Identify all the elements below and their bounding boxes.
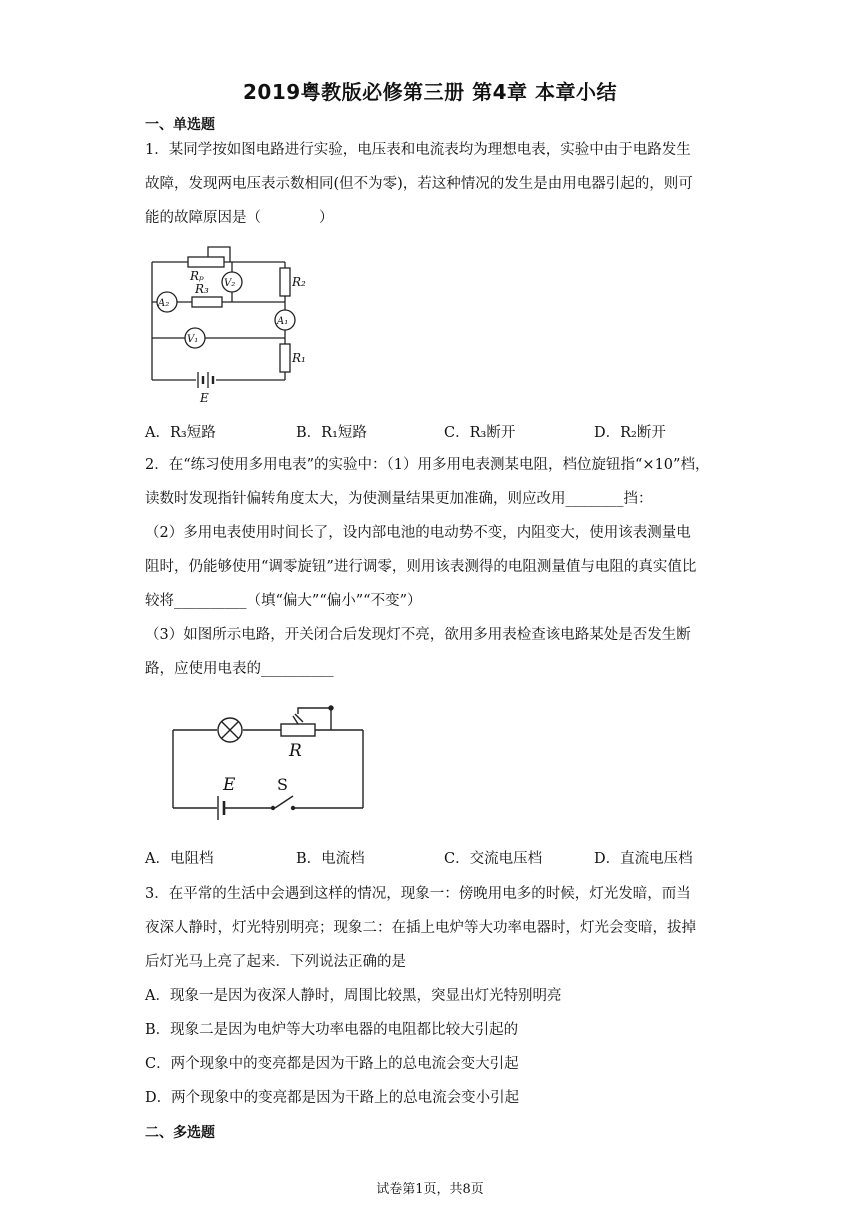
label-v1: V₁ [187,334,199,345]
label-a1: A₁ [277,316,289,327]
q1-option-a[interactable]: A．R₃短路 [145,425,216,441]
q3-option-c[interactable]: C．两个现象中的变亮都是因为干路上的总电流会变大引起 [145,1056,519,1072]
q2-line-3: （2）多用电表使用时间长了，设内部电池的电动势不变，内阻变大，使用该表测量电 [145,525,691,541]
label-e: E [200,391,209,405]
label-r1: R₁ [292,351,306,365]
q2-option-b[interactable]: B．电流档 [296,851,365,867]
q2-circuit-figure [165,692,375,837]
q2-option-c[interactable]: C．交流电压档 [444,851,543,867]
q2-line-1: 2．在“练习使用多用电表”的实验中：（1）用多用电表测某电阻，档位旋钮指“×10”档， [145,457,710,473]
q3-line-2: 夜深人静时，灯光特别明亮；现象二：在插上电炉等大功率电器时，灯光会变暗，拔掉 [145,920,696,936]
label-a2: A₂ [158,298,170,309]
q1-option-d[interactable]: D．R₂断开 [594,425,666,441]
q2-line-4: 阻时，仍能够使用“调零旋钮”进行调零，则用该表测得的电阻测量值与电阻的真实值比 [145,559,697,575]
section-multi-choice: 二、多选题 [145,1125,215,1141]
q3-line-3: 后灯光马上亮了起来．下列说法正确的是 [145,954,406,970]
q1-line-3: 能的故障原因是（ ） [145,210,334,226]
q2-line-2: 读数时发现指针偏转角度太大，为使测量结果更加准确，则应改用________挡： [145,491,653,507]
page-footer: 试卷第1页，共8页 [376,1182,484,1197]
q2-line-6: （3）如图所示电路，开关闭合后发现灯不亮，欲用多用表检查该电路某处是否发生断 [145,627,691,643]
q3-option-b[interactable]: B．现象二是因为电炉等大功率电器的电阻都比较大引起的 [145,1022,519,1038]
q2-option-a[interactable]: A．电阻档 [145,851,214,867]
q1-line-2: 故障，发现两电压表示数相同(但不为零)，若这种情况的发生是由用电器引起的，则可 [145,176,693,192]
label-v2: V₂ [224,278,236,289]
section-single-choice: 一、单选题 [145,117,215,133]
label-s: S [277,775,288,794]
page-title: 2019粤教版必修第三册 第4章 本章小结 [242,80,617,104]
q3-option-a[interactable]: A．现象一是因为夜深人静时，周围比较黑，突显出灯光特别明亮 [145,988,562,1004]
q2-line-7: 路，应使用电表的__________ [145,661,334,677]
label-r2: R₂ [292,275,306,289]
q1-option-b[interactable]: B．R₁短路 [296,425,367,441]
q2-option-d[interactable]: D．直流电压档 [594,851,693,867]
q3-line-1: 3．在平常的生活中会遇到这样的情况，现象一：傍晚用电多的时候，灯光发暗，而当 [145,886,691,902]
q2-line-5: 较将__________（填“偏大”“偏小”“不变”） [145,593,422,609]
q3-option-d[interactable]: D．两个现象中的变亮都是因为干路上的总电流会变小引起 [145,1090,520,1106]
q1-option-c[interactable]: C．R₃断开 [444,425,516,441]
q1-line-1: 1．某同学按如图电路进行实验，电压表和电流表均为理想电表，实验中由于电路发生 [145,142,691,158]
label-r: R [289,741,302,761]
label-rp: Rₚ [190,269,204,283]
q1-circuit-figure [140,240,320,410]
label-e2: E [223,775,236,795]
label-r3: R₃ [195,282,209,296]
